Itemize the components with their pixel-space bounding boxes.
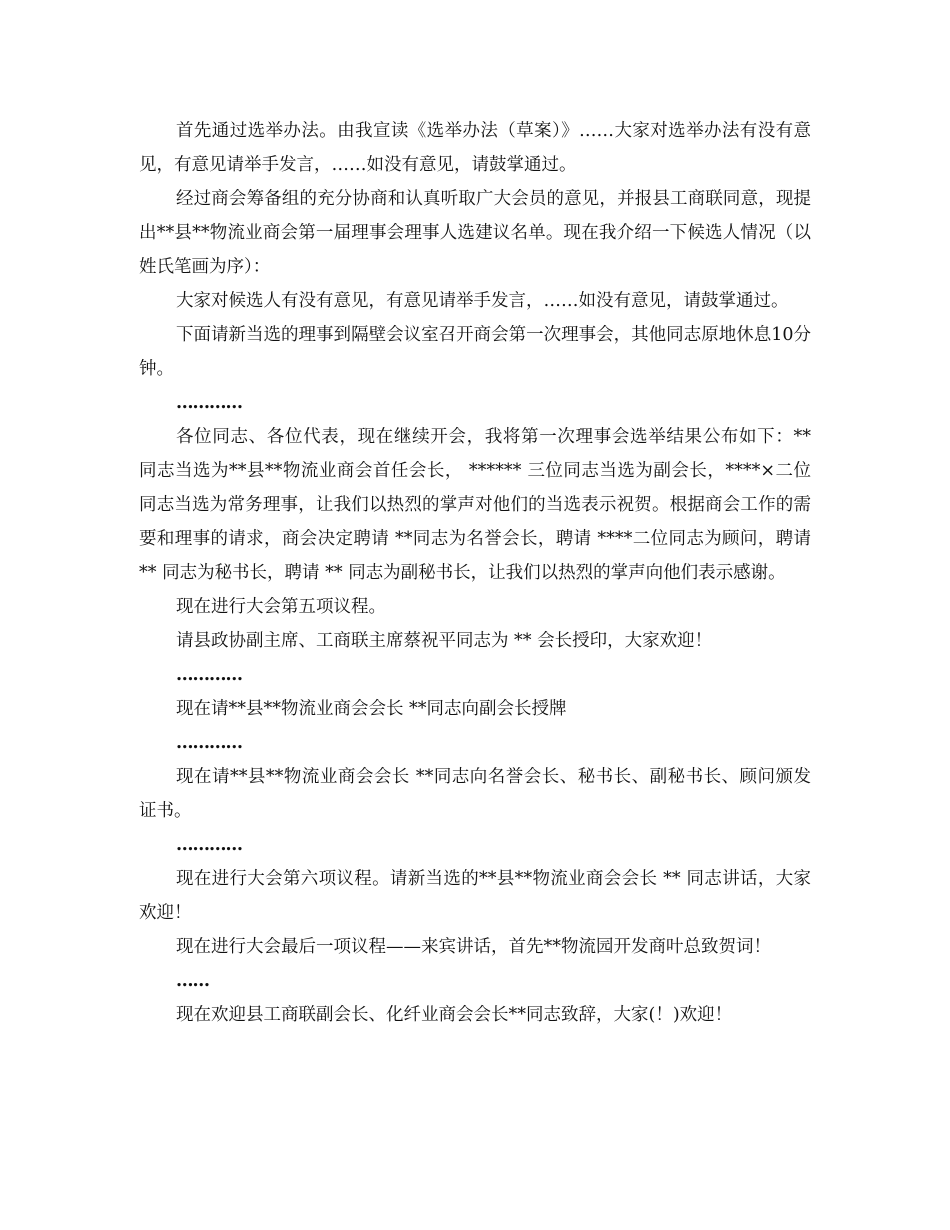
- paragraph-certificates: 现在请**县**物流业商会会长 **同志向名誉会长、秘书长、副秘书长、顾问颁发证书。: [139, 767, 811, 821]
- paragraph-candidate-list: 经过商会筹备组的充分协商和认真听取广大会员的意见，并报县工商联同意，现提出**县**物流业商会第一届理事会理事人选建议名单。现在我介绍一下候选人情况（以姓氏笔画为序）：: [139, 189, 811, 277]
- paragraph-election-method: 首先通过选举办法。由我宣读《选举办法（草案）》……大家对选举办法有没有意见，有意见请举手发言，……如没有意见，请鼓掌通过。: [139, 121, 811, 175]
- paragraph-council-meeting: 下面请新当选的理事到隔壁会议室召开商会第一次理事会，其他同志原地休息10分钟。: [139, 325, 811, 379]
- paragraph-seal-award: 请县政协副主席、工商联主席蔡祝平同志为 ** 会长授印，大家欢迎！: [176, 631, 713, 651]
- paragraph-agenda-five: 现在进行大会第五项议程。: [176, 597, 386, 617]
- paragraph-plaque-award: 现在请**县**物流业商会会长 **同志向副会长授牌: [176, 699, 567, 719]
- paragraph-closing-address: 现在欢迎县工商联副会长、化纤业商会会长**同志致辞，大家(！)欢迎！: [176, 1005, 733, 1025]
- ellipsis-separator: …………: [176, 733, 242, 753]
- ellipsis-separator: …………: [176, 393, 242, 413]
- paragraph-agenda-six: 现在进行大会第六项议程。请新当选的**县**物流业商会会长 ** 同志讲话，大家欢迎！: [139, 869, 811, 923]
- paragraph-guest-speech: 现在进行大会最后一项议程——来宾讲话，首先**物流园开发商叶总致贺词！: [176, 937, 771, 957]
- ellipsis-separator: …………: [176, 665, 242, 685]
- document-body: [139, 114, 811, 1032]
- ellipsis-separator: ……: [176, 971, 209, 991]
- paragraph-election-results: 各位同志、各位代表，现在继续开会，我将第一次理事会选举结果公布如下：** 同志当选为**县**物流业商会首任会长， ****** 三位同志当选为副会长，****×二位同志当选为常务理事，让我们以热烈的掌声对他们的当选表示祝贺。根据商会工作的需要和理事的请求，商会决定聘请 **同志为名誉会长，聘请 ****二位同志为顾问，聘请 ** 同志为秘书长，聘请 ** 同志为副秘书长，让我们以热烈的掌声向他们表示感谢。: [139, 427, 811, 583]
- paragraph-candidate-opinion: 大家对候选人有没有意见，有意见请举手发言，……如没有意见，请鼓掌通过。: [176, 291, 789, 311]
- ellipsis-separator: …………: [176, 835, 242, 855]
